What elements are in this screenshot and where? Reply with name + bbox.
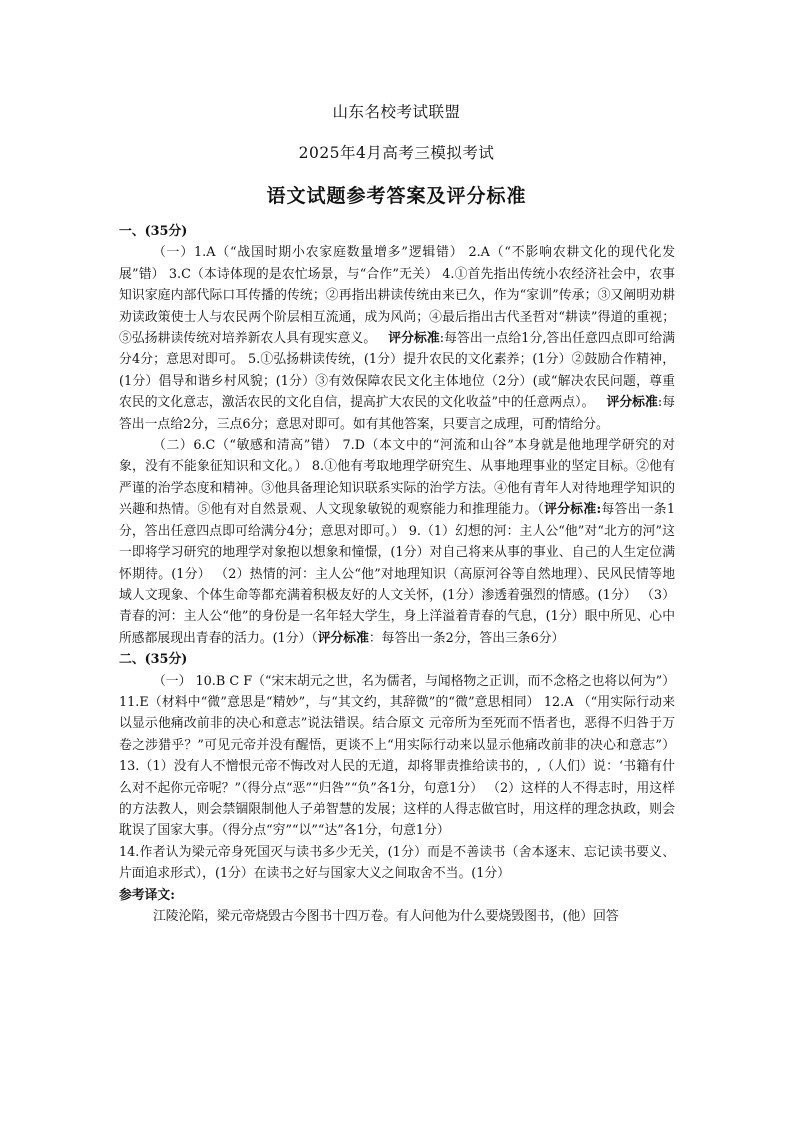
org-name: 山东名校考试联盟 bbox=[332, 103, 461, 121]
scoring-standard-label: 评分标准 bbox=[388, 331, 440, 347]
scoring-standard-label: 评分标准 bbox=[606, 395, 658, 411]
section-2-question-14: 14.作者认为梁元帝身死国灭与读书多少无关，(1分）而是不善读书（舍本逐末、忘记读书要义、片面追求形式），(1分）在读书之好与国家大义之间取舍不当。(1分） bbox=[119, 844, 675, 882]
section-1-heading: 一、(35分) bbox=[119, 224, 188, 239]
section-1-part-2-text-a: （二）6.C（“敏感和清高”错） 7.D（本文中的“河流和山谷”本身就是他地理学研究的对象，没有不能象征知识和文化。） 8.①他有考取地理学研究生、从事地理事业的坚定目标。②他有严谨的治学态度和精神。③他具备理论知识联系实际的治学方法。④他有青年人对待地理学知识的兴趣和热情。⑤他有对自然景观、人文现象敏锐的观察能力和推理能力。（ bbox=[119, 438, 675, 518]
section-2-part-1: （一） 10.B C F（“宋末胡元之世，名为儒者，与闻格物之正训，而不念格之也将以何为”） 11.E（材料中“微”意思是“精妙”，与“其文约，其辞微”的“微”意思相同） 12.A （“用实际行动来以显示他痛改前非的决心和意志”说法错误。结合原文 元帝所为至死而不悟者也，恶得不归咎于万卷之涉猎乎？”可见元帝并没有醒悟，更谈不上“用实际行动来以显示他痛改前非的决心和意志”） 13.（1）没有人不憎恨元帝不悔改对人民的无道，却将罪责推给读书的，,（人们）说：‘书籍有什么对不起你元帝呢？”（得分点“恶”“归咎”“负”各1分，句意1分） （2）这样的人不得志时，用这样的方法教人，则会禁锢限制他人子弟智慧的发展；这样的人得志做官时，用这样的理念执政，则会耽误了国家大事。（得分点“穷”“以”“达”各1分，句意1分） bbox=[119, 673, 675, 839]
section-1-part-2-text-c: 每答出一条1分，答出任意四点即可给满分4分；意思对即可。） 9.（1）幻想的河：主人公“他”对“北方的河”这一即将学习研究的地理学对象抱以想象和憧憬，(1分）对自己将来从事的事业、自己的人生定位满怀期待。(1分） （2）热情的河：主人公“他”对地理知识（高原河谷等自然地理）、民风民情等地域人文现象、个体生命等都充满着积极友好的人文关怀，(1分）渗透着强烈的情感。(1分） （3）青春的河：主人公“他”的身份是一名年轻大学生，身上洋溢着青春的气息，(1分）眼中所见、心中所感都展现出青春的活力。(1分）（ bbox=[119, 502, 675, 646]
exam-name: 2025年4月高考三模拟考试 bbox=[298, 144, 495, 162]
section-2-heading: 二、(35分) bbox=[119, 652, 188, 668]
section-1-part-1-text-d: :每答出一点给2分，三点6分；意思对即可。如有其他答案，只要言之成理，可酌情给分。 bbox=[119, 395, 675, 432]
section-1-part-1-text-c: :每答出一点给1分,答出任意四点即可给满分4分；意思对即可。 5.①弘扬耕读传统，(1分）提升农民的文化素养；(1分）②鼓励合作精神，(1分）倡导和谐乡村风貌；(1分）③有效保障农民文化主体地位（2分）(或“解决农民问题，尊重农民的文化意志，激活农民的文化自信，提高扩大农民的文化收益”中的任意两点）。 bbox=[119, 331, 676, 411]
section-1-part-1 bbox=[119, 242, 675, 435]
scoring-standard-label: 评分标准: bbox=[544, 502, 602, 518]
document-title: 语文试题参考答案及评分标准 bbox=[266, 185, 527, 207]
reference-translation: 江陵沦陷，梁元帝烧毁古今图书十四万卷。有人问他为什么要烧毁图书，(他）回答 bbox=[153, 909, 619, 924]
reference-translation-heading: 参考译文: bbox=[119, 887, 175, 903]
section-1-part-1-text-a: （一）1.A（“战国时期小农家庭数量增多”逻辑错） 2.A（“不影响农耕文化的现代化发展”错） 3.C（本诗体现的是农忙场景，与“合作”无关） 4.①首先指出传统小农经济社会中，农事知识家庭内部代际口耳传播的传统；②再指出耕读传统由来已久，作为“家训”传承；③又阐明劝耕劝读政策使士人与农民两个阶层相互流通，成为风尚；④最后指出古代圣哲对“耕读”得道的重视；⑤弘扬耕读传统对培养新农人具有现实意义。 bbox=[119, 245, 675, 347]
section-1-part-2-text-d: ：每答出一条2分，答出三条6分） bbox=[368, 630, 565, 646]
section-1-part-2 bbox=[119, 435, 675, 649]
scoring-standard-label: 评分标准 bbox=[317, 630, 369, 646]
document-body bbox=[119, 221, 675, 927]
